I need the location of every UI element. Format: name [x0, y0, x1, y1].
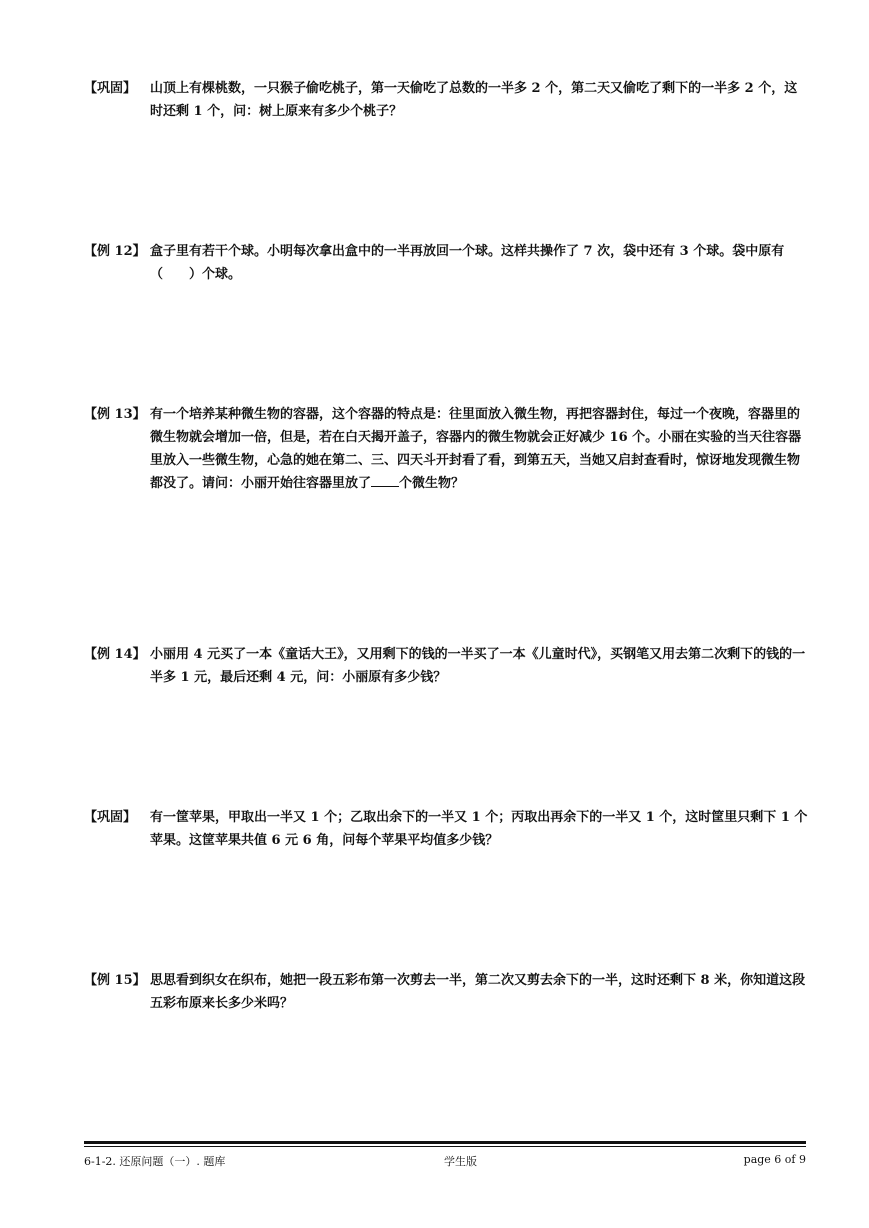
answer-blank — [371, 472, 399, 487]
footer-left: 6-1-2. 还原问题（一）. 题库 — [84, 1155, 226, 1168]
problem-example-13 — [84, 403, 809, 495]
footer-center: 学生版 — [444, 1155, 477, 1168]
footer-divider-thick — [84, 1141, 806, 1144]
problem-tag: 【巩固】 — [84, 810, 137, 825]
problem-tag: 【例 13】 — [84, 407, 146, 422]
problem-text-before: 有一个培养某种微生物的容器，这个容器的特点是：往里面放入微生物，再把容器封住，每过一个夜晚，容器里的微生物就会增加一倍，但是，若在白天揭开盖子，容器内的微生物就会正好减少 16 个。小丽在实验的当天往容器里放入一些微生物，心急的她在第二、三、四天斗开封看了看，到第五天，当她又启封查看时，惊讶地发现微生物都没了。请问：小丽开始往容器里放了 — [150, 407, 802, 491]
problem-example-14 — [84, 643, 809, 689]
problem-text: 盒子里有若干个球。小明每次拿出盒中的一半再放回一个球。这样共操作了 7 次，袋中还有 3 个球。袋中原有（ ）个球。 — [150, 244, 785, 282]
problem-tag: 【例 12】 — [84, 244, 146, 259]
problem-tag: 【例 15】 — [84, 973, 146, 988]
problem-consolidate-2 — [84, 806, 809, 852]
problem-example-15 — [84, 969, 809, 1015]
problem-text-after: 个微生物？ — [399, 476, 465, 491]
footer-right: page 6 of 9 — [743, 1153, 806, 1166]
problem-text: 思思看到织女在织布，她把一段五彩布第一次剪去一半，第二次又剪去余下的一半，这时还剩下 8 米，你知道这段五彩布原来长多少米吗？ — [150, 973, 806, 1011]
problem-text — [150, 403, 809, 495]
problem-text: 小丽用 4 元买了一本《童话大王》，又用剩下的钱的一半买了一本《儿童时代》，买钢笔又用去第二次剩下的钱的一半多 1 元，最后还剩 4 元，问：小丽原有多少钱？ — [150, 647, 806, 685]
problem-tag: 【例 14】 — [84, 647, 146, 662]
problem-consolidate-1 — [84, 77, 809, 123]
footer-divider-thin — [84, 1146, 806, 1147]
problem-text: 有一筐苹果，甲取出一半又 1 个；乙取出余下的一半又 1 个；丙取出再余下的一半又 1 个，这时筐里只剩下 1 个苹果。这筐苹果共值 6 元 6 角，问每个苹果平均值多少钱？ — [150, 810, 808, 848]
problem-example-12 — [84, 240, 809, 286]
problem-text: 山顶上有棵桃数，一只猴子偷吃桃子，第一天偷吃了总数的一半多 2 个，第二天又偷吃了剩下的一半多 2 个，这时还剩 1 个，问：树上原来有多少个桃子？ — [150, 81, 798, 119]
problem-tag: 【巩固】 — [84, 81, 137, 96]
